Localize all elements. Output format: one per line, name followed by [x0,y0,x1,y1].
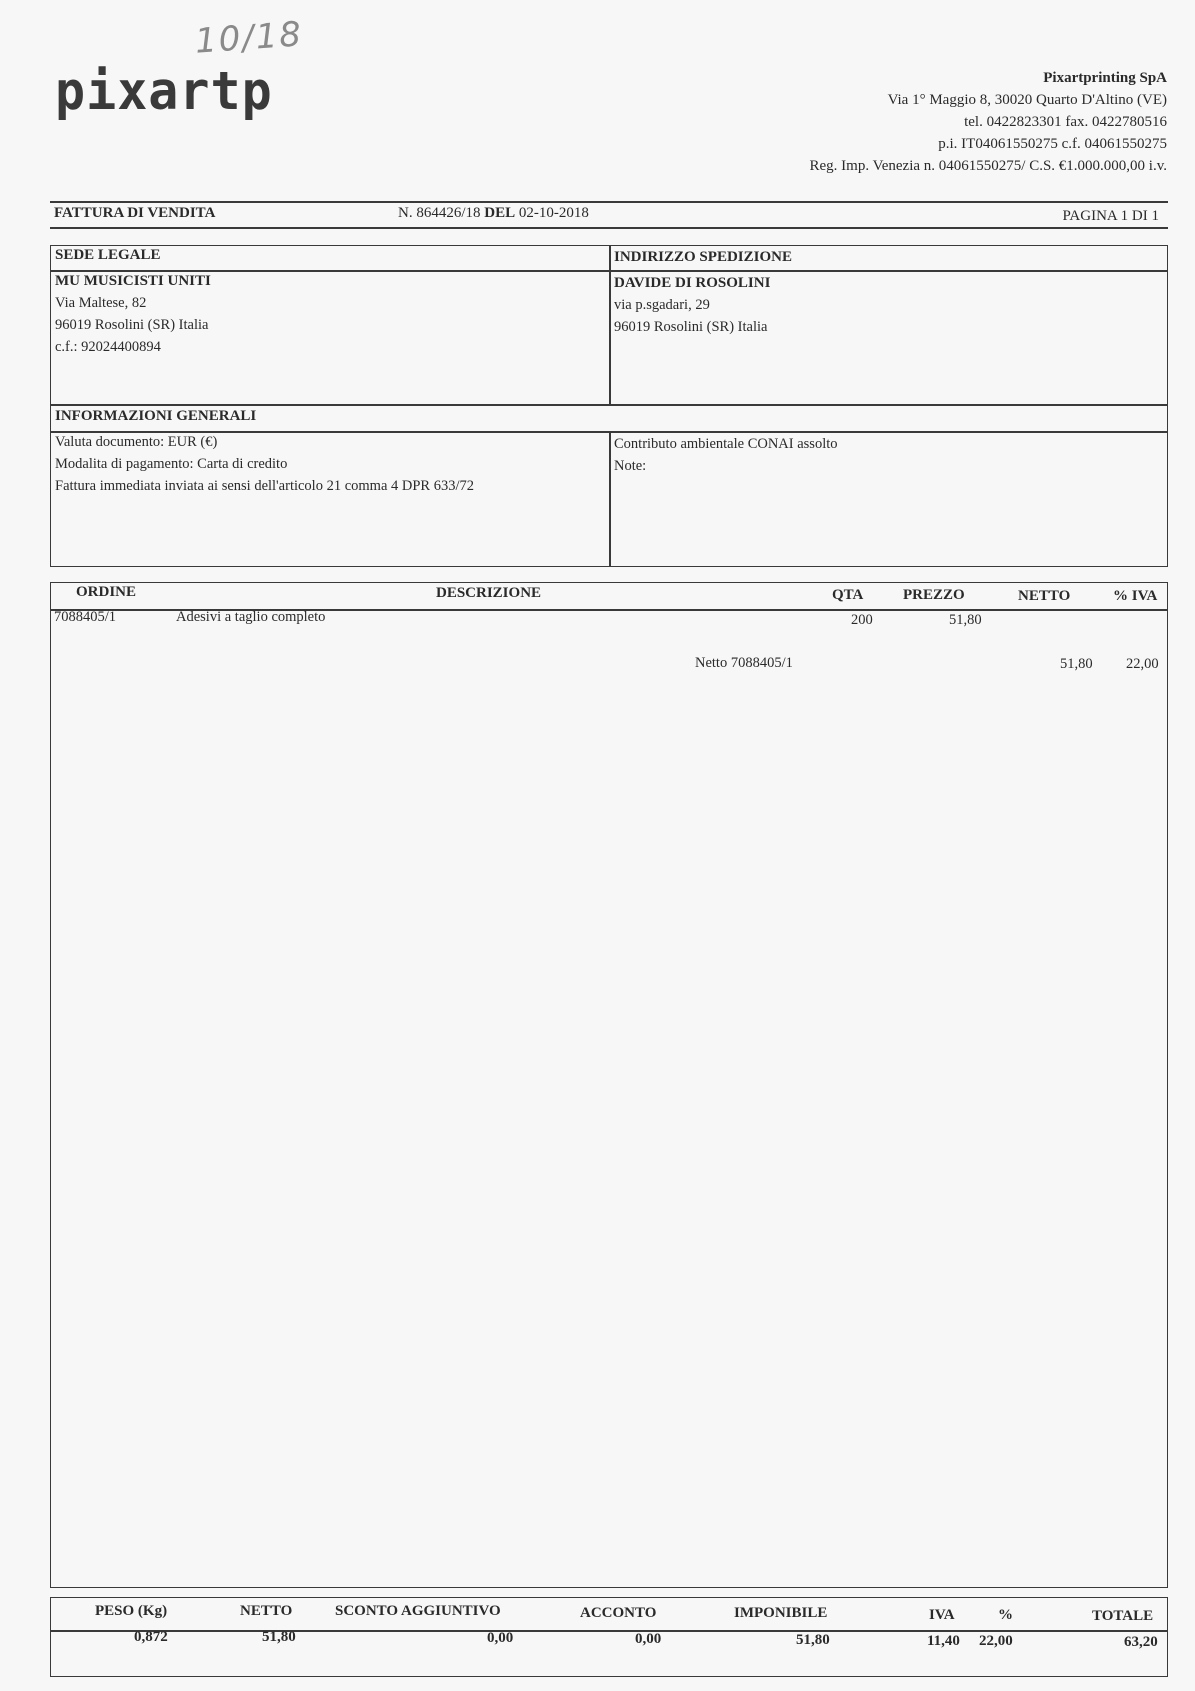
handwritten-note: 10/18 [193,14,305,62]
tot-imponibile-header: IMPONIBILE [734,1605,828,1621]
address-divider [609,245,611,405]
item-qta: 200 [851,612,873,628]
sede-legale-city: 96019 Rosolini (SR) Italia [55,317,209,333]
info-pagamento: Modalita di pagamento: Carta di credito [55,456,288,472]
tot-totale: 63,20 [1124,1634,1158,1650]
company-registry: Reg. Imp. Venezia n. 04061550275/ C.S. €1.000.000,00 i.v. [809,158,1167,174]
tot-sconto-header: SCONTO AGGIUNTIVO [335,1603,501,1619]
col-netto-header: NETTO [1018,588,1071,604]
col-qta-header: QTA [832,587,864,603]
info-title: INFORMAZIONI GENERALI [55,408,257,424]
col-ordine-header: ORDINE [76,584,137,600]
tot-imponibile: 51,80 [796,1632,830,1648]
info-title-rule-top [50,404,1168,406]
item-ordine: 7088405/1 [54,609,117,625]
info-divider [609,431,611,567]
company-address: Via 1° Maggio 8, 30020 Quarto D'Altino (VE) [887,92,1167,108]
company-name: Pixartprinting SpA [1043,70,1167,86]
company-vat: p.i. IT04061550275 c.f. 04061550275 [938,136,1167,152]
tot-iva: 11,40 [927,1633,960,1649]
spedizione-street: via p.sgadari, 29 [614,297,710,313]
col-descrizione-header: DESCRIZIONE [436,585,542,601]
spedizione-title: INDIRIZZO SPEDIZIONE [614,249,792,265]
totals-header-rule [50,1630,1168,1632]
tot-perc: 22,00 [979,1633,1013,1649]
address-title-rule [50,270,1168,272]
info-fattura: Fattura immediata inviata ai sensi dell'articolo 21 comma 4 DPR 633/72 [55,478,474,494]
subtotal-label: Netto 7088405/1 [695,655,793,671]
subtotal-iva: 22,00 [1126,656,1159,672]
col-prezzo-header: PREZZO [903,587,965,603]
info-note: Note: [614,458,647,474]
item-descrizione: Adesivi a taglio completo [176,609,326,625]
company-logo: pixartp [55,60,273,122]
tot-acconto-header: ACCONTO [580,1605,657,1621]
tot-iva-header: IVA [929,1607,955,1623]
items-box [50,582,1168,1588]
tot-acconto: 0,00 [635,1631,662,1647]
invoice-number-value: N. 864426/18 [398,205,481,221]
invoice-type: FATTURA DI VENDITA [54,205,216,221]
tot-netto: 51,80 [262,1629,296,1645]
invoice-date: 02-10-2018 [518,205,589,221]
header-rule-top [50,201,1168,203]
tot-perc-header: % [998,1607,1013,1623]
tot-peso-header: PESO (Kg) [95,1603,168,1619]
invoice-number [398,205,589,222]
spedizione-name: DAVIDE DI ROSOLINI [614,275,771,291]
tot-netto-header: NETTO [240,1603,293,1619]
tot-sconto: 0,00 [487,1630,514,1646]
header-rule-bottom [50,227,1168,229]
page-indicator: PAGINA 1 DI 1 [1062,208,1159,224]
info-conai: Contributo ambientale CONAI assolto [614,436,838,452]
sede-legale-name: MU MUSICISTI UNITI [55,273,211,289]
tot-totale-header: TOTALE [1092,1608,1154,1624]
invoice-del-label: DEL [484,205,516,221]
tot-peso: 0,872 [134,1629,168,1645]
col-iva-header: % IVA [1113,588,1158,604]
spedizione-city: 96019 Rosolini (SR) Italia [614,319,768,335]
sede-legale-cf: c.f.: 92024400894 [55,339,161,355]
info-valuta: Valuta documento: EUR (€) [55,434,218,450]
item-prezzo: 51,80 [949,612,982,628]
sede-legale-title: SEDE LEGALE [55,247,161,263]
subtotal-netto: 51,80 [1060,656,1093,672]
sede-legale-street: Via Maltese, 82 [55,295,147,311]
company-phone: tel. 0422823301 fax. 0422780516 [964,114,1167,130]
